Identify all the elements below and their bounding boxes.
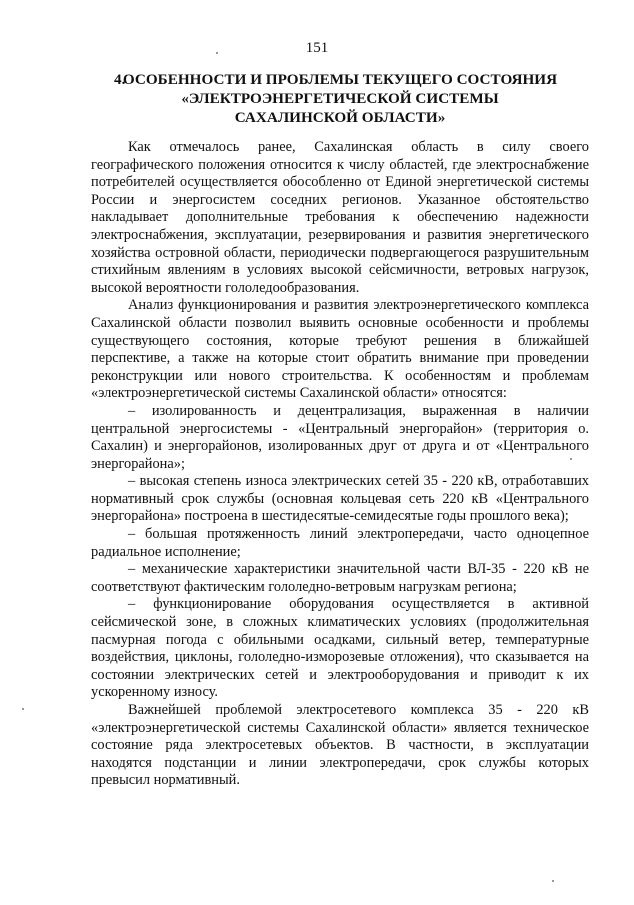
paragraph: Как отмечалось ранее, Сахалинская область в силу своего географического положения относится к числу областей, где электроснабжение потребителей осуществляется обособленно от Единой энергетической системы России и энергосистем соседних регионов. Указанное обстоятельство накладывает дополнительные требования к обеспечению надежности электроснабжения, эксплуатации, резервирования и развития энергетического хозяйства островной области, периодически подвергающегося разрушительным стихийным явлениям в условиях высокой сейсмичности, ветровых нагрузок, высокой вероятности гололедообразования. xyxy=(91,139,589,296)
list-item: – большая протяженность линий электропередачи, часто одноцепное радиальное исполнение; xyxy=(91,526,589,560)
scan-speck xyxy=(216,52,218,54)
section-heading xyxy=(90,70,590,127)
paragraph: Анализ функционирования и развития электроэнергетического комплекса Сахалинской области позволил выявить основные особенности и проблемы существующего состояния, которые требуют решения в ближайшей перспективе, а также на которые стоит обратить внимание при проведении реконструкции или нового строительства. К особенностям и проблемам «электроэнергетической системы Сахалинской области» относятся: xyxy=(91,297,589,402)
scan-speck xyxy=(570,458,572,460)
list-item: – механические характеристики значительной части ВЛ-35 - 220 кВ не соответствуют фактическим гололедно-ветровым нагрузкам региона; xyxy=(91,561,589,595)
list-item: – функционирование оборудования осуществляется в активной сейсмической зоне, в сложных климатических условиях (продолжительная пасмурная погода с обильными осадками, сильный ветер, температурные воздействия, циклоны, гололедно-изморозевые отложения), что сказывается на состоянии электрических сетей и электрооборудования и приводит к их ускоренному износу. xyxy=(91,596,589,701)
list-item: – изолированность и децентрализация, выраженная в наличии центральной энергосистемы - «Центральный энергорайон» (территория о. Сахалин) и энергорайонов, изолированных друг от друга и от «Центрального энергорайона»; xyxy=(91,402,589,472)
heading-line: ОСОБЕННОСТИ И ПРОБЛЕМЫ ТЕКУЩЕГО СОСТОЯНИЯ xyxy=(122,71,558,88)
body-text xyxy=(91,139,589,790)
section-number: 4. xyxy=(114,71,126,88)
heading-line: САХАЛИНСКОЙ ОБЛАСТИ» xyxy=(234,109,446,126)
page-number: 151 xyxy=(305,40,329,56)
list-item: – высокая степень износа электрических сетей 35 - 220 кВ, отработавших нормативный срок службы (основная кольцевая сеть 220 кВ «Центрального энергорайона» построена в шестидесятые-семидесятые годы прошлого века); xyxy=(91,473,589,525)
paragraph: Важнейшей проблемой электросетевого комплекса 35 - 220 кВ «электроэнергетической системы Сахалинской области» является техническое состояние ряда электросетевых объектов. В частности, в эксплуатации находятся подстанции и линии электропередачи, срок службы которых превысил нормативный. xyxy=(91,702,589,789)
heading-line: «ЭЛЕКТРОЭНЕРГЕТИЧЕСКОЙ СИСТЕМЫ xyxy=(181,90,499,107)
scan-speck xyxy=(22,708,24,710)
scan-speck xyxy=(552,880,554,882)
